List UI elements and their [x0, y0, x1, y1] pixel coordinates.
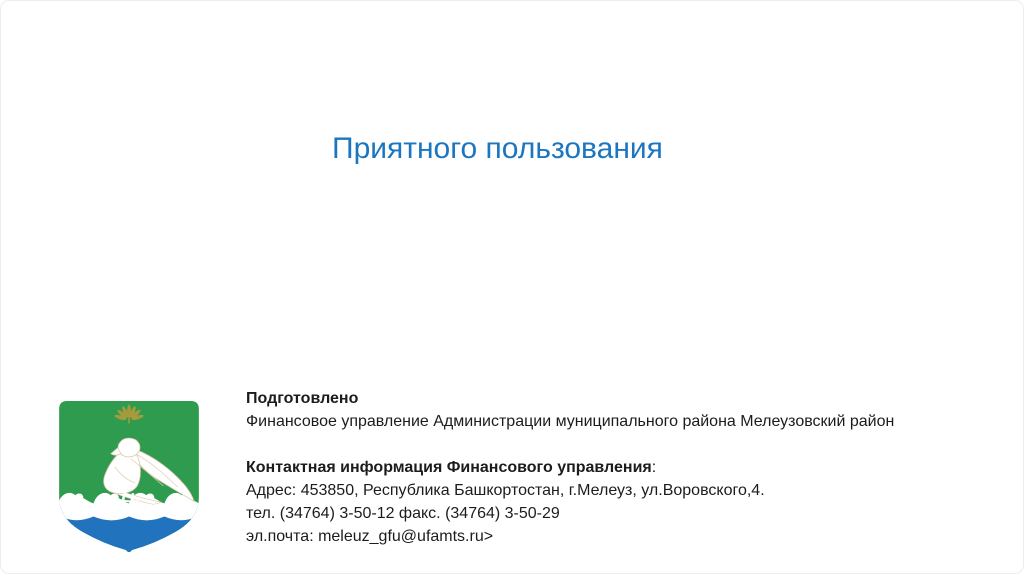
prepared-by-line: Финансовое управление Администрации муниципального района Мелеузовский район	[246, 413, 895, 430]
contact-heading-colon: :	[651, 459, 657, 476]
email-line: эл.почта: meleuz_gfu@ufamts.ru>	[246, 528, 494, 545]
phone-line: тел. (34764) 3-50-12 факс. (34764) 3-50-29	[246, 505, 560, 522]
slide-title: Приятного пользования	[332, 132, 663, 165]
footer-text-block	[246, 387, 894, 548]
blank-line	[246, 433, 894, 456]
prepared-label: Подготовлено	[246, 390, 359, 407]
contact-heading-line	[246, 456, 894, 479]
contact-heading: Контактная информация Финансового управления	[246, 459, 652, 476]
address-line: Адрес: 453850, Республика Башкортостан, г.Мелеуз, ул.Воровского,4.	[246, 482, 765, 499]
district-coat-of-arms	[58, 400, 200, 552]
